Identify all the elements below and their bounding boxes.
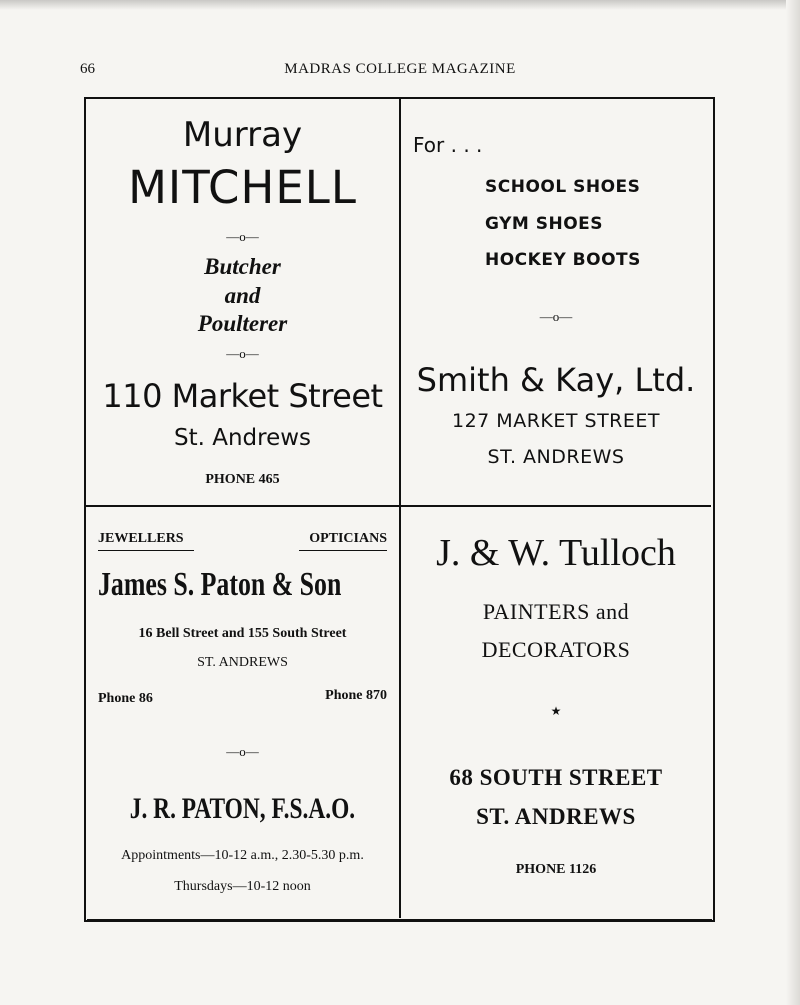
- paton-optician: J. R. PATON, F.S.A.O.: [129, 792, 356, 825]
- paton-phone-right: Phone 870: [325, 688, 387, 703]
- ad-mitchell: [86, 99, 399, 505]
- ad-paton: [86, 507, 399, 918]
- tulloch-trade-line-1: PAINTERS and: [482, 599, 630, 624]
- tulloch-town: ST. ANDREWS: [476, 804, 636, 829]
- paton-divider: —o—: [226, 744, 259, 759]
- smith-kay-address: 127 MARKET STREET: [452, 410, 660, 432]
- smith-kay-product-3: HOCKEY BOOTS: [485, 250, 641, 270]
- tulloch-trade-line-2: DECORATORS: [481, 637, 631, 662]
- bottom-rule: [87, 919, 712, 921]
- paton-optician-wrap: [86, 792, 399, 826]
- tulloch-address: 68 SOUTH STREET: [449, 765, 663, 790]
- running-title: MADRAS COLLEGE MAGAZINE: [284, 61, 516, 77]
- mitchell-first-name: Murray: [182, 115, 303, 155]
- smith-kay-product-2: GYM SHOES: [485, 214, 604, 234]
- mitchell-divider-2: —o—: [226, 346, 259, 361]
- smith-kay-product-1: SCHOOL SHOES: [485, 177, 641, 197]
- smith-kay-divider: —o—: [539, 309, 573, 324]
- page-edge-shadow: [0, 0, 800, 10]
- tulloch-ornament: ★: [550, 704, 562, 718]
- tulloch-phone: PHONE 1126: [515, 862, 597, 877]
- mitchell-address: 110 Market Street: [102, 377, 383, 415]
- mitchell-town: St. Andrews: [173, 425, 312, 451]
- paton-label-opticians: OPTICIANS: [299, 531, 387, 551]
- page-number: 66: [80, 61, 95, 77]
- smith-kay-company: Smith & Kay, Ltd.: [416, 361, 696, 399]
- mitchell-phone: PHONE 465: [205, 472, 280, 487]
- mitchell-surname: MITCHELL: [128, 161, 357, 214]
- paton-phone-left: Phone 86: [98, 691, 153, 706]
- tulloch-company: J. & W. Tulloch: [436, 532, 676, 574]
- mitchell-trade-line-2: and: [224, 283, 261, 308]
- mitchell-trade-line-1: Butcher: [204, 254, 281, 279]
- mitchell-divider-1: —o—: [226, 229, 259, 244]
- ad-tulloch: [401, 507, 711, 918]
- paton-address: 16 Bell Street and 155 South Street: [138, 626, 347, 641]
- paton-thursdays: Thursdays—10-12 noon: [174, 879, 311, 894]
- paton-company: James S. Paton & Son: [98, 566, 342, 603]
- page-gutter-shadow: [786, 0, 800, 1005]
- smith-kay-town: ST. ANDREWS: [487, 446, 625, 468]
- paton-appointments: Appointments—10-12 a.m., 2.30-5.30 p.m.: [121, 848, 364, 863]
- paton-label-jewellers: JEWELLERS: [98, 531, 194, 551]
- ad-smith-kay: [401, 99, 711, 505]
- paton-town: ST. ANDREWS: [197, 655, 288, 670]
- advertisement-frame: [84, 97, 715, 922]
- mitchell-trade-line-3: Poulterer: [197, 311, 288, 336]
- smith-kay-intro: For . . .: [413, 133, 483, 157]
